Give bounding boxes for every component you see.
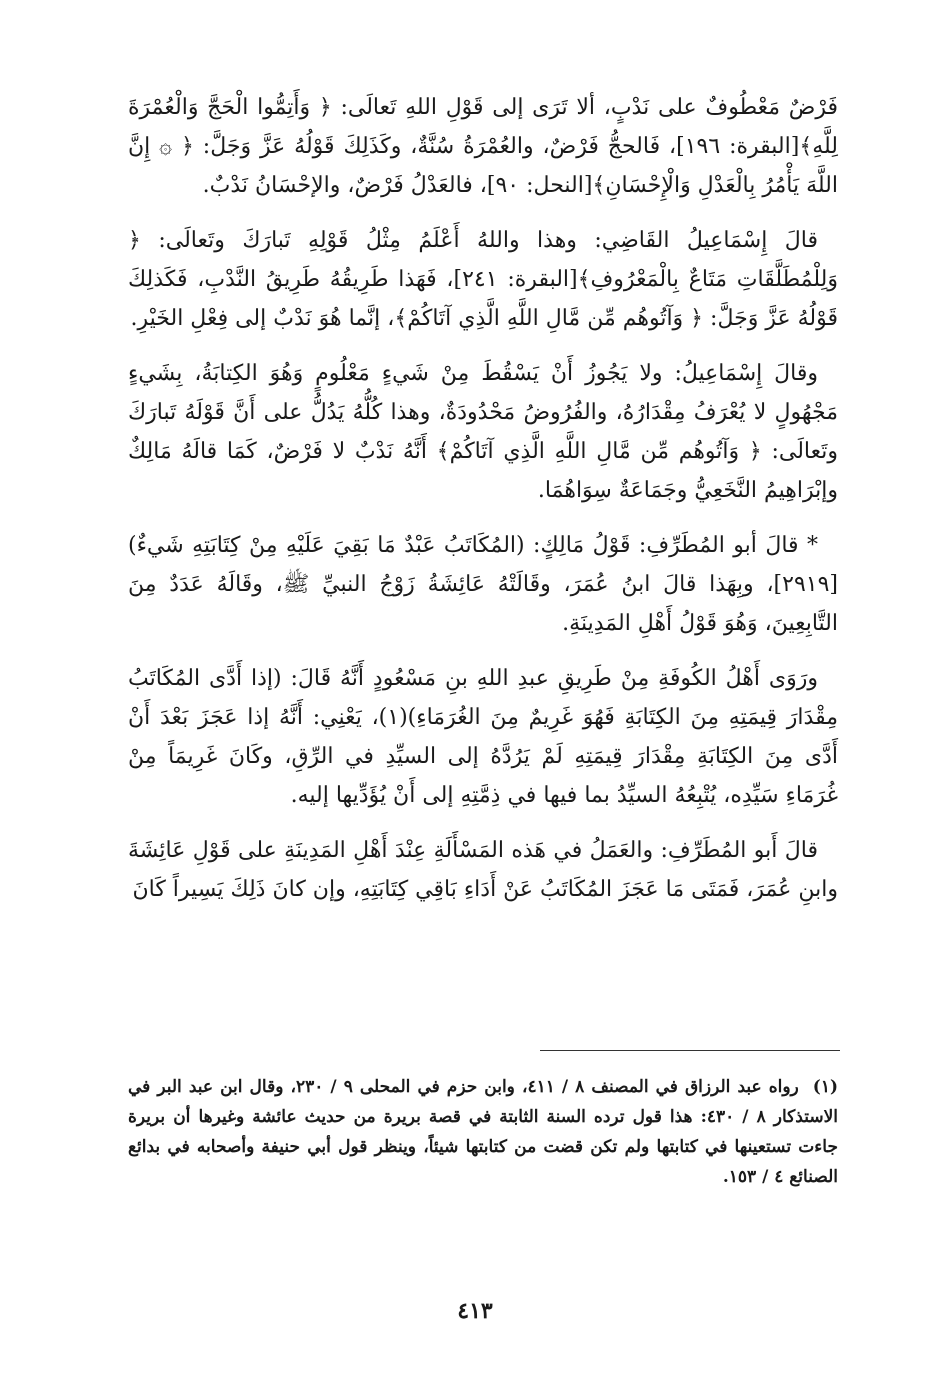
paragraph-1: فَرْضٌ مَعْطُوفٌ على نَدْبٍ، ألا تَرَى إلى قَوْلِ اللهِ تَعالَى: ﴿ وَأَتِمُّوا الْحَجَّ وَالْعُمْرَةَ لِلَّهِ﴾[البقرة: ١٩٦]، فَالحجُّ فَرْضٌ، والعُمْرَةُ سُنَّةٌ، وكَذَلِكَ قَوْلُهُ عَزَّ وَجَلَّ: ﴿ ۞ إِنَّ اللَّهَ يَأْمُرُ بِالْعَدْلِ وَالْإِحْسَانِ﴾[النحل: ٩٠]، فالعَدْلُ فَرْضٌ، والإحْسَانُ نَدْبٌ.	[128, 95, 838, 198]
footnote-number: (١)	[812, 1077, 838, 1097]
footnote-separator	[540, 1050, 840, 1051]
footnotes-section	[128, 1072, 838, 1192]
footnote-text: رواه عبد الرزاق في المصنف ٨ / ٤١١، وابن حزم في المحلى ٩ / ٢٣٠، وقال ابن عبد البر في الاستذكار ٨ / ٤٣٠: هذا قول ترده السنة الثابتة في قصة بريرة من حديث عائشة وغيرها أن بريرة جاءت تستعينها في كتابتها ولم تكن قضت من كتابتها شيئاً، وينظر قول أبي حنيفة وأصحابه في بدائع الصنائع ٤ / ١٥٣.	[128, 1077, 838, 1187]
page-number: ٤١٣	[457, 1298, 493, 1324]
paragraph-6: قالَ أَبو المُطَرِّفِ: والعَمَلُ في هَذه المَسْأَلَةِ عِنْدَ أَهْلِ المَدِينَةِ على قَوْلِ عَائِشَةَ وابنِ عُمَرَ، فَمَتَى مَا عَجَزَ المُكَاتَبُ عَنْ أَدَاءِ بَاقِي كِتَابَتِهِ، وإن كانَ ذَلِكَ يَسِيراً كَانَ	[128, 838, 838, 902]
main-text-body	[128, 88, 838, 925]
footnote-1	[128, 1072, 838, 1192]
paragraph-3: وقالَ إِسْمَاعِيلُ: ولا يَجُوزُ أَنْ يَسْقُطَ مِنْ شَيءٍ مَعْلُومٍ وَهُوَ الكِتابَةُ، بِشَيءٍ مَجْهُولٍ لا يُعْرَفُ مِقْدَارُهُ، والفُرُوضُ مَحْدُودَةٌ، وهذا كُلُّهُ يَدُلُّ على أَنَّ قَوْلَهُ تَبارَكَ وتَعالَى: ﴿ وَآتُوهُم مِّن مَّالِ اللَّهِ الَّذِي آتَاكُمْ﴾ أَنَّهُ نَدْبٌ لا فَرْضٌ، كَمَا قالَهُ مَالِكٌ وإبْرَاهِيمُ النَّخَعِيُّ وجَمَاعَةٌ سِوَاهُمَا.	[128, 361, 838, 503]
paragraph-2: قالَ إِسْمَاعِيلُ القَاضِي: وهذا واللهُ أَعْلَمُ مِثْلُ قَوْلِهِ تَبارَكَ وتَعالَى: ﴿ وَلِلْمُطَلَّقَاتِ مَتَاعٌ بِالْمَعْرُوفِ﴾[البقرة: ٢٤١]، فَهَذا طَرِيقُهُ طَرِيقُ النَّدْبِ، فَكَذلِكَ قَوْلُهُ عَزَّ وَجَلَّ: ﴿ وَآتُوهُم مِّن مَّالِ اللَّهِ الَّذِي آتَاكُمْ﴾، إنَّما هُوَ نَدْبٌ إلى فِعْلِ الخَيْرِ.	[128, 228, 838, 331]
paragraph-4: * قالَ أبو المُطَرِّفِ: قَوْلُ مَالِكٍ: (المُكَاتَبُ عَبْدٌ مَا بَقِيَ عَلَيْهِ مِنْ كِتَابَتِهِ شَيءٌ)[٢٩١٩]، وبِهَذا قالَ ابنُ عُمَرَ، وقَالَتْهُ عَائِشَةُ زَوْجُ النبيِّ ﷺ، وقَالَهُ عَدَدٌ مِنَ التَّابِعِينَ، وَهُوَ قَوْلُ أَهْلِ المَدِينَةِ.	[128, 533, 838, 636]
paragraph-5: ورَوَى أَهْلُ الكُوفَةِ مِنْ طَرِيقِ عبدِ اللهِ بنِ مَسْعُودٍ أَنَّهُ قَالَ: (إذا أَدَّى المُكَاتَبُ مِقْدَارَ قِيمَتِهِ مِنَ الكِتَابَةِ فَهُوَ غَرِيمٌ مِنَ الغُرَمَاءِ)(١)، يَعْنِي: أَنَّهُ إذا عَجَزَ بَعْدَ أَنْ أَدَّى مِنَ الكِتَابَةِ مِقْدَارَ قِيمَتِهِ لَمْ يَرُدَّهُ إلى السيِّدِ في الرِّقِ، وكَانَ غَرِيمَاً مِنْ غُرَمَاءِ سَيِّدِه، يُتْبِعُهُ السيِّدُ بما فيها في ذِمَّتِهِ إلى أَنْ يُؤَدِّيها إليه.	[128, 666, 838, 808]
